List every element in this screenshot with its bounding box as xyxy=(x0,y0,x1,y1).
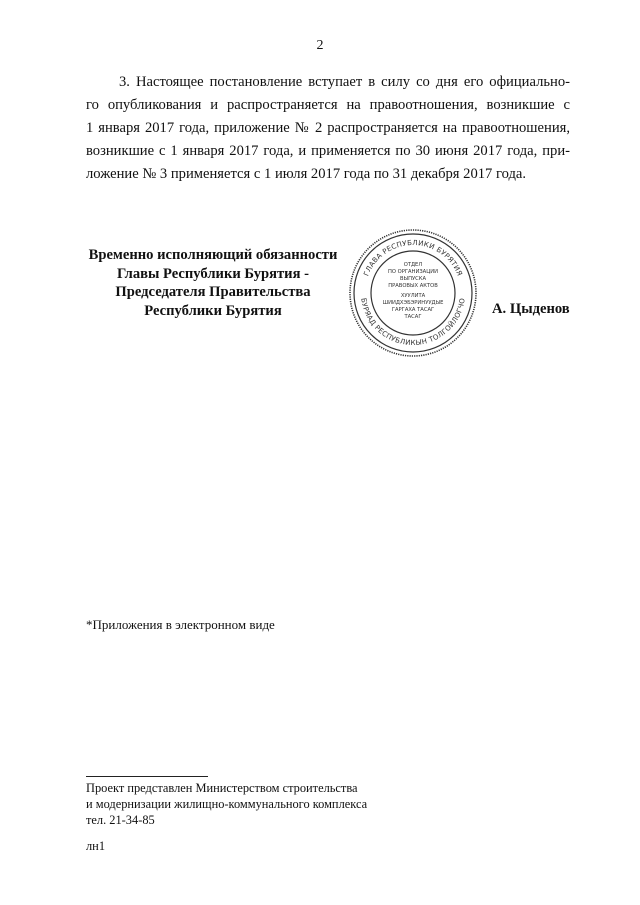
seal-center-line: ОТДЕЛ xyxy=(403,262,423,268)
signer-title-line: Главы Республики Бурятия - xyxy=(117,265,309,282)
paragraph-line: 1 января 2017 года, приложение № 2 распространяется на правоотношения, xyxy=(86,120,570,136)
footer-rule xyxy=(86,776,208,777)
paragraph-line: возникшие с 1 января 2017 года, и применяется по 30 июня 2017 года, при- xyxy=(86,143,570,159)
page-number: 2 xyxy=(316,38,324,53)
footer-line: тел. 21-34-85 xyxy=(86,813,155,827)
seal-center-line: ВЫПУСКА xyxy=(399,276,427,282)
seal-ring-bottom: БУРЯАД РЕСПУБЛИКЫН ТОЛГОЙЛОГЧО xyxy=(359,297,467,348)
signer-title xyxy=(70,246,356,320)
signer-title-line: Республики Бурятия xyxy=(144,302,282,319)
seal-center-line: ТАСАГ xyxy=(404,314,422,320)
footer-code: лн1 xyxy=(86,839,106,853)
seal-center-line: ПРАВОВЫХ АКТОВ xyxy=(388,283,438,289)
seal-center-line: ХУУЛИТА xyxy=(400,293,426,299)
paragraph-line: го опубликования и распространяется на правоотношения, возникшие с xyxy=(86,97,570,113)
signer-title-line: Председателя Правительства xyxy=(115,284,311,300)
paragraph-line: ложение № 3 применяется с 1 июля 2017 года по 31 декабря 2017 года. xyxy=(86,166,527,182)
seal-center-line: ГАРГАХА ТАСАГ xyxy=(391,307,435,313)
seal-center-line: ШИИДХЭБЭРИНУУДЫЕ xyxy=(382,300,444,306)
signer-title-line: Временно исполняющий обязанности xyxy=(88,247,338,263)
attachment-note: *Приложения в электронном виде xyxy=(86,617,275,632)
footer-line: и модернизации жилищно-коммунального комплекса xyxy=(86,797,368,811)
footer-line: Проект представлен Министерством строительства xyxy=(86,781,358,795)
seal-center-line: ПО ОРГАНИЗАЦИИ xyxy=(387,269,439,275)
seal-ring-top: ГЛАВА РЕСПУБЛИКИ БУРЯТИЯ xyxy=(362,238,464,278)
signer-name: А. Цыденов xyxy=(492,301,570,317)
paragraph-line: 3. Настоящее постановление вступает в силу со дня его официально- xyxy=(119,74,570,90)
official-seal xyxy=(348,228,478,358)
